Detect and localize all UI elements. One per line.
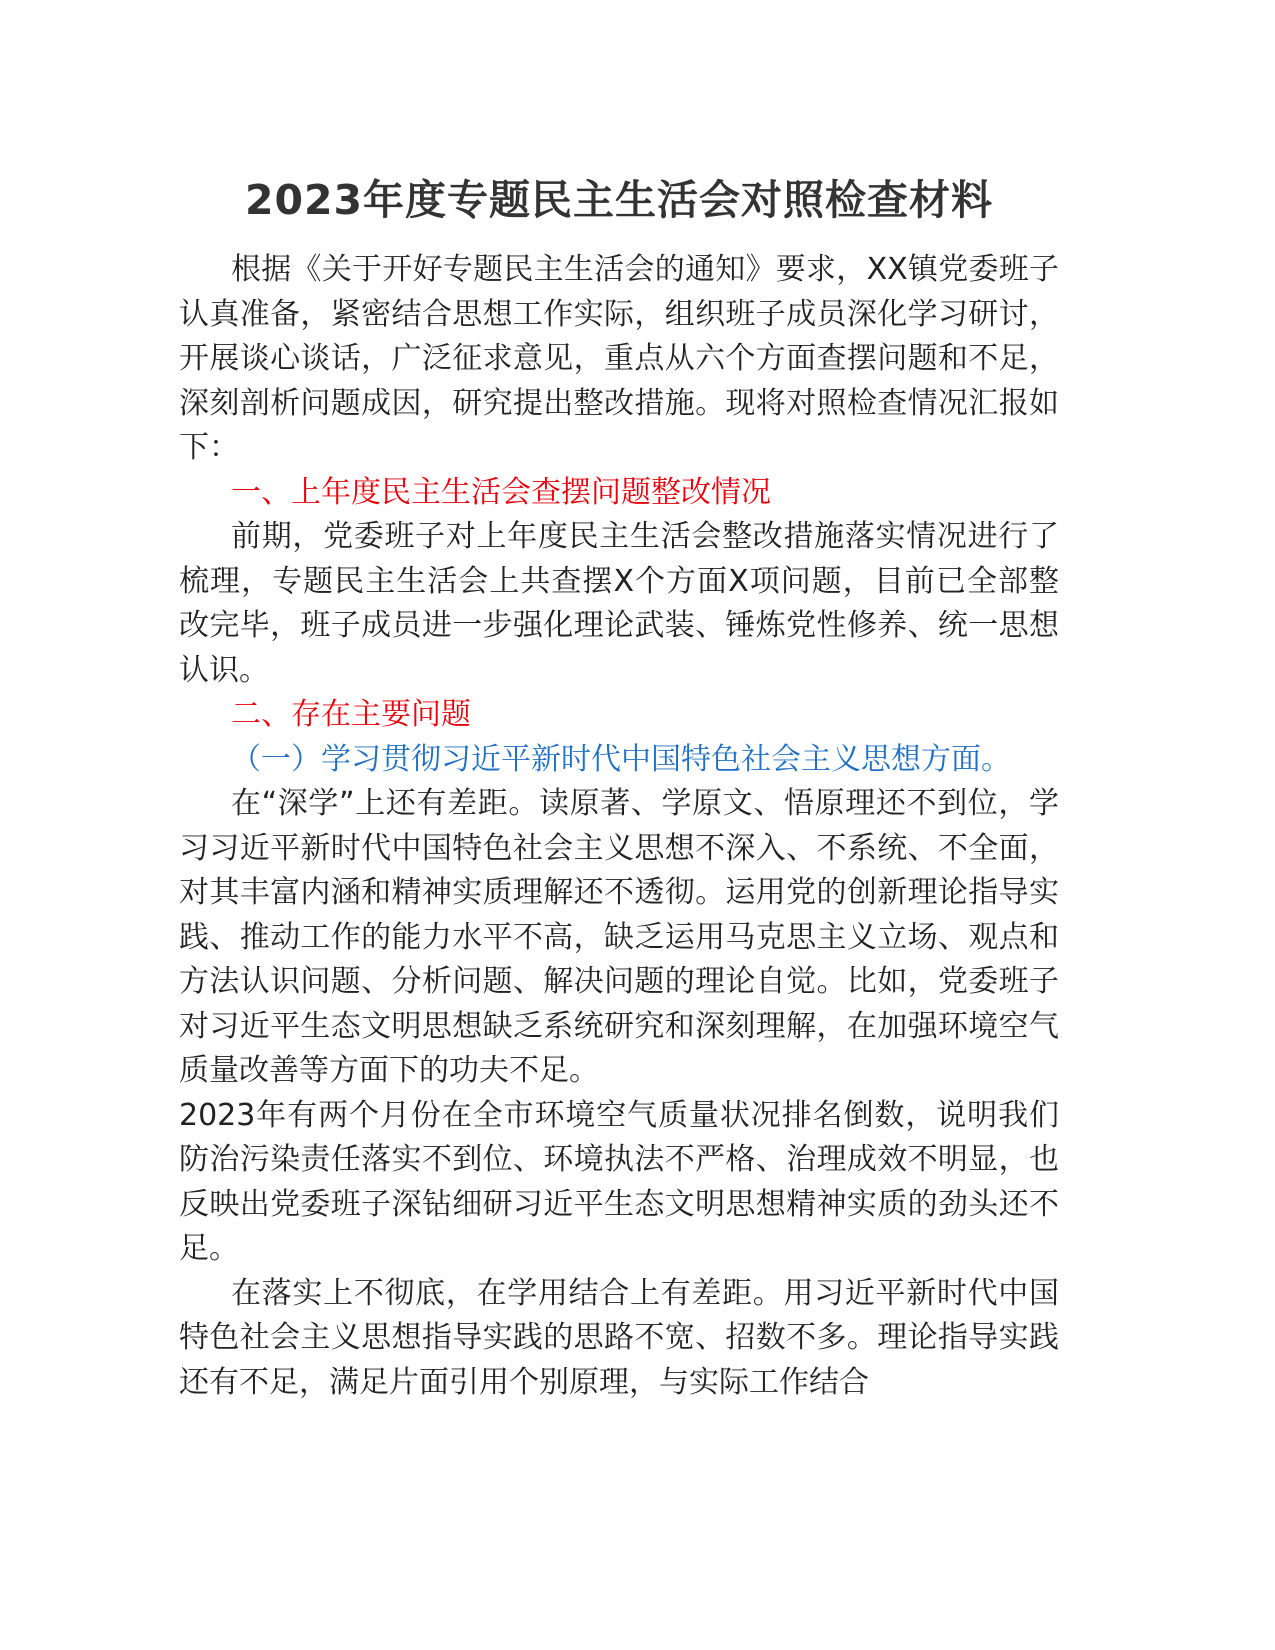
intro-paragraph: 根据《关于开好专题民主生活会的通知》要求，XX镇党委班子认真准备，紧密结合思想工作实际，组织班子成员深化学习研讨，开展谈心谈话，广泛征求意见，重点从六个方面查摆问题和不足，深刻剖析问题成因，研究提出整改措施。现将对照检查情况汇报如下： [179,252,1059,465]
section-1-paragraph: 前期，党委班子对上年度民主生活会整改措施落实情况进行了梳理，专题民主生活会上共查摆X个方面X项问题，目前已全部整改完毕，班子成员进一步强化理论武装、锤炼党性修养、统一思想认识。 [179,519,1059,688]
document-page [179,168,1059,1405]
section-1-heading: 一、上年度民主生活会查摆问题整改情况 [231,474,771,510]
subsection-1-paragraph-1-continued: 2023年有两个月份在全市环境空气质量状况排名倒数，说明我们防治污染责任落实不到位、环境执法不严格、治理成效不明显，也反映出党委班子深钻细研习近平生态文明思想精神实质的劲头还不足。 [179,1097,1059,1266]
subsection-1-paragraph-2: 在落实上不彻底，在学用结合上有差距。用习近平新时代中国特色社会主义思想指导实践的思路不宽、招数不多。理论指导实践还有不足，满足片面引用个别原理，与实际工作结合 [179,1275,1059,1400]
section-2-heading: 二、存在主要问题 [231,697,471,732]
document-title: 2023年度专题民主生活会对照检查材料 [244,176,994,224]
subsection-1-heading: （一）学习贯彻习近平新时代中国特色社会主义思想方面。 [231,741,1011,777]
subsection-1-paragraph-1: 在“深学”上还有差距。读原著、学原文、悟原理还不到位，学习习近平新时代中国特色社会主义思想不深入、不系统、不全面，对其丰富内涵和精神实质理解还不透彻。运用党的创新理论指导实践、推动工作的能力水平不高，缺乏运用马克思主义立场、观点和方法认识问题、分析问题、解决问题的理论自觉。比如，党委班子对习近平生态文明思想缺乏系统研究和深刻理解，在加强环境空气质量改善等方面下的功夫不足。 [179,786,1059,1088]
